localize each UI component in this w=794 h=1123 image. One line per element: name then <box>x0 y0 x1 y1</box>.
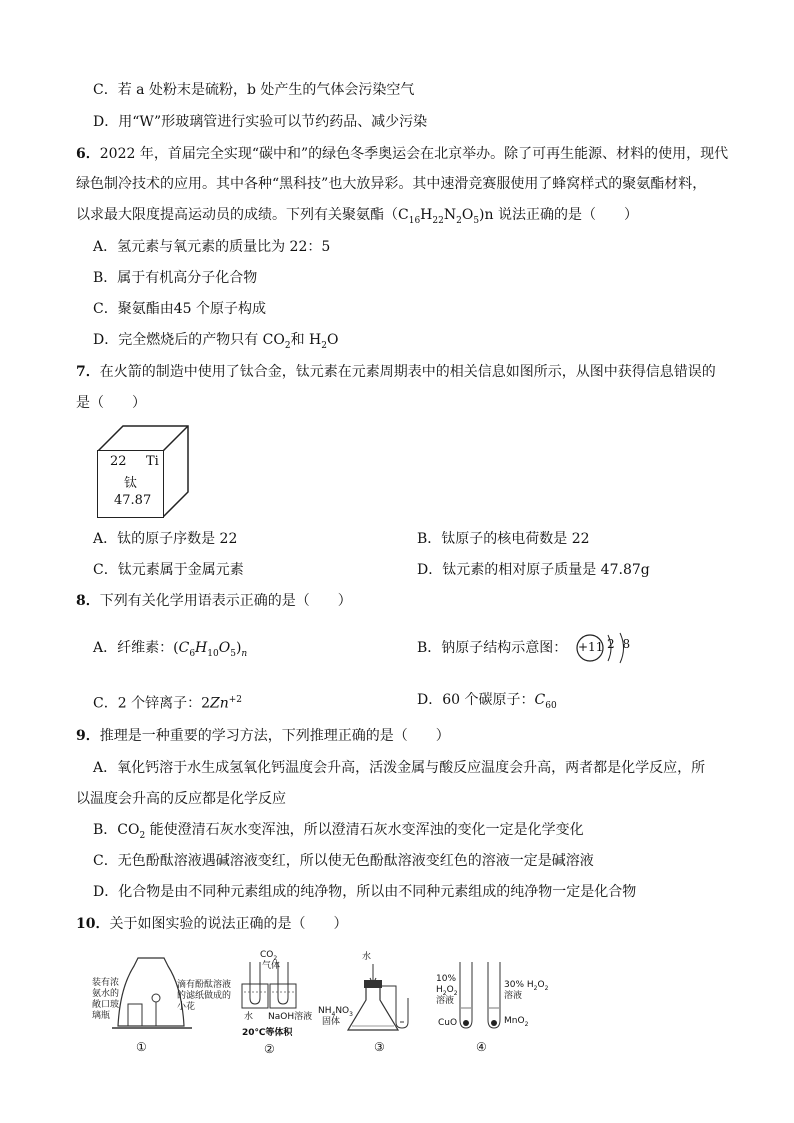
q8-option-d: D．60 个碳原子：$C_{60}$ <box>417 692 557 711</box>
sodium-atom-diagram <box>572 628 636 668</box>
q6-line1: 2022 年，首届完全实现“碳中和”的绿色冬季奥运会在北京举办。除了可再生能源、材料的使用，现代 <box>99 146 729 162</box>
q6-line3-b: n 说法正确的是（ ） <box>484 207 638 223</box>
q6-number: 6． <box>76 146 100 162</box>
tile-front-face <box>97 450 164 518</box>
fig1-number: ① <box>136 1040 147 1054</box>
atom-shell-electrons: 2 8 <box>607 637 633 651</box>
fig4-mno2-label: MnO$_2$ <box>504 1016 529 1028</box>
fig4-cuo-label: CuO <box>438 1018 458 1028</box>
fig2-naoh-label: NaOH溶液 <box>268 1012 313 1022</box>
q8-number: 8． <box>76 593 100 609</box>
fig4-number: ④ <box>476 1040 487 1054</box>
q8-option-a-formula: $(C_6H_{10}O_5)_n$ <box>173 640 248 659</box>
q6-stem-line2 <box>76 174 706 194</box>
q9-option-a-text1: A．氧化钙溶于水生成氢氧化钙温度会升高，活泼金属与酸反应温度会升高，两者都是化学反应，所 <box>93 760 706 776</box>
fig4-right-formula: 30% $H_2O_2$ <box>504 980 549 992</box>
q5-option-c-text: C．若 a 处粉末是硫粉，b 处产生的气体会污染空气 <box>93 82 415 98</box>
tile-atomic-mass: 47.87 <box>114 493 152 508</box>
flask-u-tube-svg <box>318 950 428 1058</box>
fig3-solid-text1: NH <box>318 1006 332 1016</box>
q6-option-d-text-b: 和 H <box>290 332 322 348</box>
q9-number: 9． <box>76 728 100 744</box>
experiment-figure-1 <box>92 948 242 1058</box>
q7-option-c <box>93 560 244 580</box>
q7-option-b-text: B．钛原子的核电荷数是 22 <box>417 531 590 547</box>
tile-atomic-number: 22 <box>110 454 127 469</box>
q6-stem-line3: 以求最大限度提高运动员的成绩。下列有关聚氨酯$(C_{16}H_{22}N_2O_5)n$ 说法正确的是（ ） <box>76 207 638 226</box>
q6-line3-a: 以求最大限度提高运动员的成绩。下列有关聚氨酯（C <box>76 207 409 223</box>
atom-nucleus-charge: +11 <box>578 640 604 654</box>
fig2-gas-label1: $CO_2$ <box>260 950 278 962</box>
fig2-water-label: 水 <box>244 1012 254 1022</box>
fig1-label-right1: 滴有酚酞溶液 <box>177 980 232 990</box>
fig3-solid-label1: $NH_4NO_3$ <box>318 1006 353 1018</box>
q9-option-b: B．$CO_2$ 能使澄清石灰水变浑浊，所以澄清石灰水变浑浊的变化一定是化学变化 <box>93 822 584 841</box>
q7-option-d <box>417 560 650 580</box>
q6-option-c <box>93 299 266 319</box>
fig1-label-left1: 装有浓 <box>92 978 120 988</box>
q6-option-a <box>93 237 330 257</box>
q9-option-b-text-b: 能使澄清石灰水变浑浊，所以澄清石灰水变浑浊的变化一定是化学变化 <box>145 822 584 838</box>
q7-line2: 是（ ） <box>76 395 146 411</box>
fig1-label-left3: 敞口玻 <box>92 1000 120 1010</box>
q8-option-b <box>417 638 567 658</box>
q9-option-a-line1 <box>93 758 705 778</box>
experiment-figure-4 <box>432 950 552 1058</box>
q6-option-b-text: B．属于有机高分子化合物 <box>93 270 258 286</box>
q7-option-c-text: C．钛元素属于金属元素 <box>93 562 244 578</box>
q5-option-d <box>93 112 427 132</box>
fig3-solid-label2: 固体 <box>322 1017 341 1027</box>
fig4-right-solution: 溶液 <box>504 991 523 1001</box>
q6-option-c-text: C．聚氨酯由45 个原子构成 <box>93 301 266 317</box>
q10-stem-text: 关于如图实验的说法正确的是（ ） <box>109 916 348 932</box>
fig4-left-percent: 10% <box>436 974 457 984</box>
q9-stem <box>76 726 450 746</box>
q8-option-c-text: C．2 个锌离子：2 <box>93 695 210 712</box>
q6-option-d-text-c: O <box>327 332 339 348</box>
q9-option-d <box>93 882 636 902</box>
fig4-right-formula-text: 30% H <box>504 980 534 990</box>
q9-option-a-line2 <box>76 789 286 809</box>
q7-line1: 在火箭的制造中使用了钛合金，钛元素在元素周期表中的相关信息如图所示，从图中获得信息错误的 <box>99 364 716 380</box>
fig4-left-solution: 溶液 <box>436 996 455 1006</box>
q9-option-c <box>93 851 594 871</box>
q6-option-b <box>93 268 257 288</box>
q10-number: 10． <box>76 916 110 932</box>
q9-stem-text: 推理是一种重要的学习方法，下列推理正确的是（ ） <box>99 728 450 744</box>
q6-stem-line1 <box>76 144 728 164</box>
q6-option-d-text-a: D．完全燃烧后的产物只有 CO <box>93 332 285 348</box>
experiment-figure-2 <box>238 950 318 1058</box>
fig2-gas-label2: 气体 <box>262 961 281 971</box>
q6-option-d: D．完全燃烧后的产物只有 $CO_2$和 $H_2O$ <box>93 332 339 351</box>
fig1-label-left2: 氨水的 <box>92 989 120 999</box>
q8-option-c: C．2 个锌离子：$2Zn^{+2}$ <box>93 695 243 712</box>
q8-option-a <box>93 638 247 664</box>
q8-option-a-text: A．纤维素： <box>93 640 174 656</box>
q9-option-b-text-a: B．CO <box>93 822 140 838</box>
fig1-label-left4: 璃瓶 <box>92 1011 111 1021</box>
fig2-number: ② <box>264 1042 275 1056</box>
fig1-label-right3: 小花 <box>177 1002 196 1012</box>
q8-option-d-text: D．60 个碳原子： <box>417 692 535 708</box>
q9-option-a-text2: 以温度会升高的反应都是化学反应 <box>76 791 286 807</box>
q7-number: 7． <box>76 364 100 380</box>
q9-option-d-text: D．化合物是由不同种元素组成的纯净物，所以由不同种元素组成的纯净物一定是化合物 <box>93 884 637 900</box>
q8-stem-text: 下列有关化学用语表示正确的是（ ） <box>99 593 352 609</box>
fig2-gas-text: CO <box>260 950 274 960</box>
q7-option-a <box>93 529 237 549</box>
q8-option-b-text: B．钠原子结构示意图： <box>417 640 568 656</box>
q9-option-c-text: C．无色酚酞溶液遇碱溶液变红，所以使无色酚酞溶液变红色的溶液一定是碱溶液 <box>93 853 594 869</box>
fig3-number: ③ <box>374 1040 385 1054</box>
fig4-left-formula: $H_2O_2$ <box>436 985 458 997</box>
q8-stem <box>76 591 352 611</box>
q5-option-c <box>93 80 414 100</box>
q7-option-b <box>417 529 590 549</box>
fig4-mno2-text: MnO <box>504 1016 525 1026</box>
tile-name: 钛 <box>124 476 138 491</box>
q7-option-d-text: D．钛元素的相对原子质量是 47.87g <box>417 562 650 578</box>
experiment-figure-3 <box>318 950 428 1058</box>
q6-line2: 绿色制冷技术的应用。其中各种“黑科技”也大放异彩。其中速滑竞赛服使用了蜂窝样式的聚氨酯材料， <box>76 176 707 192</box>
q10-stem <box>76 914 347 934</box>
q7-stem-line1 <box>76 362 716 382</box>
fig4-left-formula-text: H <box>436 985 443 995</box>
fig1-label-right2: 的滤纸做成的 <box>177 991 232 1001</box>
q5-option-d-text: D．用“W”形玻璃管进行实验可以节约药品、减少污染 <box>93 114 428 130</box>
fig3-water-label: 水 <box>362 952 372 962</box>
q7-stem-line2 <box>76 393 146 413</box>
element-tile-titanium <box>97 425 187 517</box>
fig3-solid-text2: NO <box>335 1006 350 1016</box>
q7-option-a-text: A．钛的原子序数是 22 <box>93 531 238 547</box>
q6-option-a-text: A．氢元素与氧元素的质量比为 22：5 <box>93 239 331 255</box>
tile-symbol: Ti <box>146 454 159 469</box>
fig2-condition-label: 20℃等体积 <box>242 1028 293 1038</box>
